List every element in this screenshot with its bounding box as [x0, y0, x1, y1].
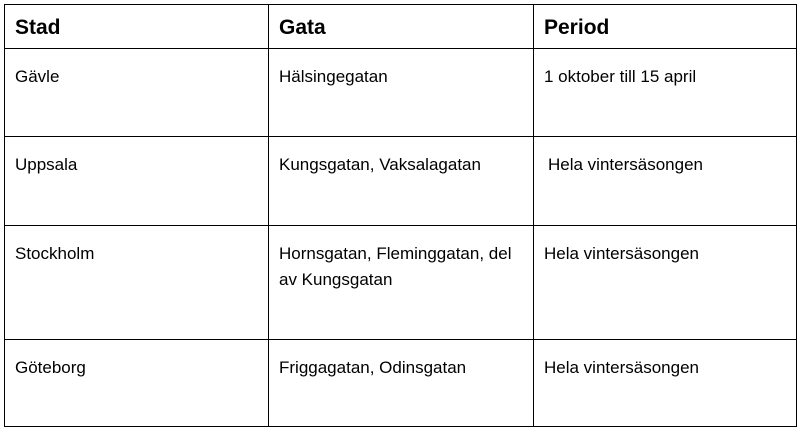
cell-period — [534, 49, 797, 137]
table-row — [5, 137, 797, 226]
street-table — [4, 4, 797, 427]
table-row — [5, 49, 797, 137]
header-period — [534, 5, 797, 49]
cell-gata-text: Friggagatan, Odinsgatan — [279, 358, 467, 377]
cell-period — [534, 340, 797, 427]
header-gata-label: Gata — [279, 16, 326, 39]
cell-stad-text: Göteborg — [15, 358, 86, 377]
cell-period-text: Hela vintersäsongen — [548, 155, 703, 174]
cell-stad-text: Uppsala — [15, 155, 78, 174]
header-row — [5, 5, 797, 49]
header-period-label: Period — [544, 16, 610, 39]
cell-gata-text: Kungsgatan, Vaksalagatan — [279, 155, 481, 174]
header-stad-label: Stad — [15, 16, 61, 39]
cell-period-text: Hela vintersäsongen — [544, 358, 699, 377]
cell-stad — [5, 137, 269, 226]
cell-stad — [5, 226, 269, 340]
table-container — [4, 4, 797, 427]
cell-period-text: 1 oktober till 15 april — [544, 67, 697, 86]
cell-stad-text: Stockholm — [15, 244, 95, 263]
cell-gata — [269, 226, 534, 340]
cell-gata-text: Hälsingegatan — [279, 67, 388, 86]
cell-period — [534, 226, 797, 340]
cell-stad — [5, 49, 269, 137]
cell-gata — [269, 340, 534, 427]
cell-gata — [269, 137, 534, 226]
header-stad — [5, 5, 269, 49]
header-gata — [269, 5, 534, 49]
table-row — [5, 226, 797, 340]
cell-stad-text: Gävle — [15, 67, 60, 86]
table-row — [5, 340, 797, 427]
cell-stad — [5, 340, 269, 427]
cell-gata — [269, 49, 534, 137]
cell-gata-text: Hornsgatan, Fleminggatan, del av Kungsgatan — [279, 244, 512, 289]
cell-period — [534, 137, 797, 226]
cell-period-text: Hela vintersäsongen — [544, 244, 699, 263]
